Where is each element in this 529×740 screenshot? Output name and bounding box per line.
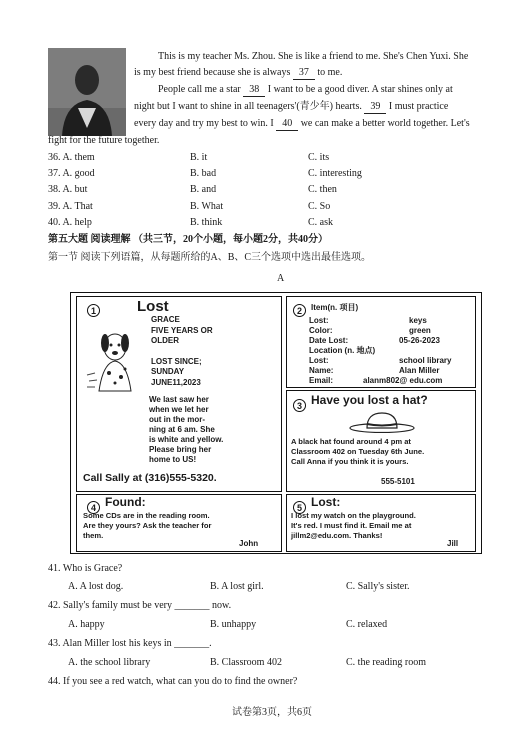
option-36-b: B. it: [190, 152, 208, 163]
option-38-b: B. and: [190, 184, 217, 195]
option-q39: 39. A. That: [48, 201, 93, 212]
option-q38: 38. A. but: [48, 184, 88, 195]
notice-2-val-5: Alan Miller: [399, 366, 440, 375]
option-37-c: C. interesting: [308, 168, 362, 179]
page-footer: 试卷第3页，共6页: [232, 707, 312, 718]
notice-1-desc-7: home to US!: [149, 455, 197, 464]
notice-number-4: 4: [87, 501, 100, 514]
notice-2-val-0: keys: [409, 316, 427, 325]
question-42: 42. Sally's family must be very _______ now.: [48, 600, 232, 611]
q41-option-a: A. A lost dog.: [68, 581, 124, 592]
option-q36: 36. A. them: [48, 152, 95, 163]
blank-39: 39: [364, 100, 386, 114]
notice-1-date: JUNE11,2023: [151, 377, 201, 387]
passage-line-2: is my best friend because she is always 37 to me.: [134, 67, 343, 78]
notice-2-key-0: Lost:: [309, 316, 329, 325]
notice-5-title: Lost:: [311, 495, 341, 509]
option-38-c: C. then: [308, 184, 337, 195]
teacher-photo: [48, 48, 126, 136]
passage-letter: A: [277, 273, 285, 284]
option-37-b: B. bad: [190, 168, 217, 179]
notice-1-call: Call Sally at (316)555-5320.: [83, 472, 217, 484]
passage-line-4: night but I want to shine in all teenagers'(青少年) hearts. 39 I must practice: [134, 101, 449, 112]
notice-2-key-5: Name:: [309, 366, 334, 375]
question-43: 43. Alan Miller lost his keys in _______.: [48, 638, 212, 649]
notice-2-val-3: [399, 346, 451, 356]
notice-1-desc-4: ning at 6 am. She: [149, 425, 215, 434]
notice-4-sign: John: [239, 539, 259, 548]
notice-1-desc-1: We last saw her: [149, 395, 209, 404]
notice-4-line-2: Are they yours? Ask the teacher for: [83, 521, 212, 530]
notice-number-2: 2: [293, 304, 306, 317]
option-q37: 37. A. good: [48, 168, 95, 179]
notice-number-5: 5: [293, 501, 306, 514]
hat-image: [347, 409, 417, 433]
option-40-b: B. think: [190, 217, 223, 228]
notice-2-val-6: alanm802@ edu.com: [363, 376, 443, 385]
q41-option-b: B. A lost girl.: [210, 581, 264, 592]
notice-2-val-1: green: [409, 326, 431, 335]
dog-image: [85, 325, 145, 393]
passage-line-1: This is my teacher Ms. Zhou. She is like a friend to me. She's Chen Yuxi. She: [158, 51, 469, 62]
option-q40: 40. A. help: [48, 217, 92, 228]
section-title: 第五大题 阅读理解 （共三节，20个小题，每小题2分，共40分）: [48, 234, 328, 245]
question-41: 41. Who is Grace?: [48, 563, 123, 574]
notice-3-line-1: A black hat found around 4 pm at: [291, 437, 411, 446]
option-39-c: C. So: [308, 201, 331, 212]
notice-number-1: 1: [87, 304, 100, 317]
notice-3-line-2: Classroom 402 on Tuesday 6th June.: [291, 447, 425, 456]
notice-2-key-1: Color:: [309, 326, 333, 335]
option-39-b: B. What: [190, 201, 224, 212]
notice-1-lost-since: LOST SINCE;: [151, 356, 202, 366]
notice-1-day: SUNDAY: [151, 367, 185, 376]
notice-1-desc-6: Please bring her: [149, 445, 212, 454]
notice-1-title: Lost: [137, 298, 169, 315]
notice-4-title: Found:: [105, 495, 146, 509]
notice-found-cds: [76, 494, 282, 552]
notice-lost-dog: [76, 296, 282, 492]
passage-line-6: fight for the future together.: [48, 135, 160, 146]
notice-3-title: Have you lost a hat?: [311, 393, 428, 407]
notice-5-line-3: jillm2@edu.com. Thanks!: [291, 531, 383, 540]
notice-2-val-2: 05-26-2023: [399, 336, 440, 345]
notice-5-line-2: It's red. I must find it. Email me at: [291, 521, 412, 530]
notice-lost-watch: [286, 494, 476, 552]
option-40-c: C. ask: [308, 217, 333, 228]
notice-1-age: FIVE YEARS OR: [151, 325, 213, 335]
blank-37: 37: [293, 66, 315, 80]
question-44: 44. If you see a red watch, what can you do to find the owner?: [48, 676, 298, 687]
notice-5-line-1: I lost my watch on the playground.: [291, 511, 416, 520]
option-36-c: C. its: [308, 152, 330, 163]
passage-line-3: People call me a star 38 I want to be a good diver. A star shines only at: [158, 84, 453, 95]
blank-38: 38: [243, 83, 265, 97]
q42-option-b: B. unhappy: [210, 619, 257, 630]
notice-3-line-3: Call Anna if you think it is yours.: [291, 457, 409, 466]
notice-1-desc-3: out in the mor-: [149, 415, 205, 424]
notice-3-phone: 555-5101: [381, 477, 415, 486]
notice-5-sign: Jill: [447, 539, 459, 548]
section-instructions: 第一节 阅读下列语篇，从每题所给的A、B、C三个选项中选出最佳选项。: [48, 252, 372, 263]
passage-line-5: every day and try my best to win. I 40 we can make a better world together. Let's: [134, 118, 470, 129]
q43-option-b: B. Classroom 402: [210, 657, 282, 668]
notice-4-line-1: Some CDs are in the reading room.: [83, 511, 210, 520]
q42-option-a: A. happy: [68, 619, 105, 630]
notice-2-key-3: Location (n. 地点): [309, 346, 376, 355]
notice-1-name: GRACE: [151, 315, 180, 324]
notice-4-line-3: them.: [83, 531, 104, 540]
notice-lost-hat: [286, 390, 476, 492]
q43-option-c: C. the reading room: [346, 657, 426, 668]
notice-lost-keys: [286, 296, 476, 388]
notice-1-desc-2: when we let her: [149, 405, 209, 414]
notice-2-key-4: Lost:: [309, 356, 329, 365]
notice-1-desc-5: is white and yellow.: [149, 435, 224, 444]
notice-2-key-2: Date Lost:: [309, 336, 349, 345]
q41-option-c: C. Sally's sister.: [346, 581, 410, 592]
blank-40: 40: [276, 117, 298, 131]
notice-2-val-4: school library: [399, 356, 452, 365]
notice-number-3: 3: [293, 399, 306, 412]
q43-option-a: A. the school library: [68, 657, 151, 668]
notice-2-title: Item(n. 项目): [311, 303, 359, 312]
notice-2-key-6: Email:: [309, 376, 334, 385]
notice-1-age-2: OLDER: [151, 336, 179, 345]
q42-option-c: C. relaxed: [346, 619, 388, 630]
